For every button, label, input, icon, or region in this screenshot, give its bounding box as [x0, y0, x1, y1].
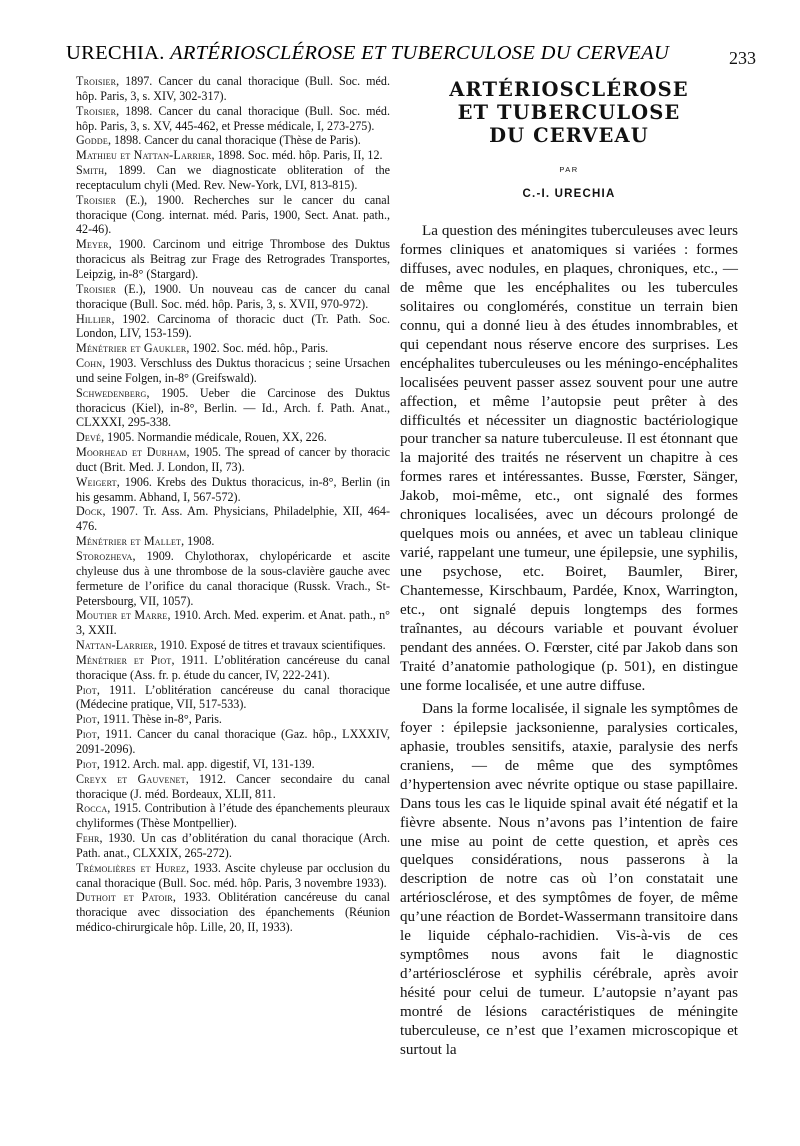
body-paragraph: La question des méningites tuberculeuses avec leurs formes cliniques et anatomiques si variées : formes diffuses, avec nodules, en plaques, chroniques, etc., — de même que les encéphalites ou les tubercules solitaires ou conglomérés, constitue un terrain bien connu, qui a donné lieu à des études innombrables, et qui cependant nous réserve encore des surprises. Les encéphalites tuberculeuses ou les méningo-encéphalites localisées peuvent passer assez souvent pour une autre affection, et même l’autopsie peut prêter à des difficultés et nécessiter un diagnostic bactériologique pour trancher sa nature tuberculeuse. Il est étonnant que la majorité des traités ne réservent un chapitre à ces formes rares et intéressantes. Busse, Fœrster, Sänger, Jakob, moi-même, etc., ont signalé des formes chroniques localisées, avec un décours prolongé de quelques mois ou années, et avec un tableau clinique varié, rappelant une tumeur, une épilepsie, une syphilis, une psychose, etc. Boiret, Baumler, Birer, Chantemesse, Kirschbaum, Pardée, Knox, Warrington, etc., ont signalé depuis longtemps des formes traînantes, au décours variable et pouvant évoluer pendant des années. O. Fœrster, cité par Jakob dans son Traité d’anatomie pathologique (p. 501), en distingue une forme localisée, et une autre diffuse. — [400, 223, 738, 694]
reference-text: , 1905. Normandie médicale, Rouen, XX, 226. — [101, 430, 327, 445]
running-header — [66, 42, 756, 72]
reference-author: Duthoit et Patoir — [76, 890, 173, 905]
reference-text: , 1910. Arch. Med. experim. et Anat. path., n° 3, XXII. — [76, 608, 390, 638]
reference-text: , 1905. Ueber die Carcinose des Duktus thoracicus (Kiel), in-8°, Berlin. — Id., Arch. f. Path. Anat., CLXXXI, 295-338. — [76, 385, 390, 430]
reference-author: Schwedenberg — [76, 385, 147, 400]
bibliography-column — [76, 74, 390, 935]
article-title — [400, 78, 738, 147]
reference-author: Fehr — [76, 831, 100, 846]
reference-entry — [76, 638, 390, 653]
reference-author: Nattan-Larrier — [76, 638, 154, 653]
reference-text: , 1908. — [181, 534, 215, 549]
reference-author: Troisier — [76, 281, 117, 296]
reference-entry — [76, 148, 390, 163]
reference-author: Storozheva — [76, 549, 133, 563]
reference-author: Meyer — [76, 237, 109, 252]
reference-text: , 1902. Carcinoma of thoracic duct (Tr. Path. Soc. London, LIV, 153-159). — [76, 311, 390, 341]
reference-author: Piot — [76, 682, 97, 697]
article-column — [400, 74, 738, 1060]
reference-text: , 1905. The spread of cancer by thoracic duct (Brit. Med. J. London, II, 73). — [76, 445, 390, 474]
reference-entry — [76, 534, 390, 549]
byline-par: PAR — [559, 165, 579, 174]
reference-text: , 1933. Oblitération cancéreuse du canal thoracique avec dissociation des épanchements (Réunion médico-chirurgicale hôp. Lille, 20, II, 1933). — [76, 890, 390, 935]
reference-entry — [76, 608, 390, 638]
reference-text: (E.), 1900. Un nouveau cas de cancer du canal thoracique (Bull. Soc. méd. hôp. Paris, 3, s. XVII, 970-972). — [76, 281, 390, 311]
reference-author: Ménétrier et Mallet — [76, 534, 182, 549]
body-paragraph: Dans la forme localisée, il signale les symptômes de foyer : épilepsie jacksonienne, paralysies corticales, aphasie, troubles sensitifs, ataxie, paralysie des nerfs craniens, — de même que des symptômes d’hypertension avec névrite optique ou stase papillaire. Dans tous les cas le liquide spinal avait été négatif et la fièvre absente. Nous n’avons pas l’intention de faire une mise au point de cette question, et après ces quelques considérations, nous passerons à la description de notre cas où l’on constatait une artériosclérose, et des symptômes de foyer, de même qu’une réaction de Bordet-Wassermann transitoire dans le liquide céphalo-rachidien. Vis-à-vis de ces symptômes nous avons fait le diagnostic d’artériosclérose et syphilis cérébrale, après avoir hésité pour celui de tumeur. L’autopsie n’ayant pas montré de lésions caractéristiques de méningite tuberculeuse, ce n’est que l’examen microscopique et surtout la — [400, 700, 738, 1058]
reference-entry — [76, 653, 390, 683]
reference-text: , 1906. Krebs des Duktus thoracicus, in-8°, Berlin (in his gesamm. Abhand, I, 567-572). — [76, 474, 390, 504]
reference-author: Ménétrier et Piot — [76, 652, 172, 667]
reference-text: , 1907. Tr. Ass. Am. Physicians, Philadelphie, XII, 464-476. — [76, 504, 390, 534]
reference-text: , 1909. Chylothorax, chylopéricarde et ascite chyleuse dus à une thrombose de la sous-clavière gauche avec fermeture de l’orifice du canal thoracique (Russk. Vrach., St-Petersbourg, VII, 1057). — [76, 549, 390, 608]
reference-author: Moutier et Marre — [76, 608, 168, 623]
reference-author: Devé — [76, 430, 102, 445]
reference-author: Hillier — [76, 311, 112, 326]
reference-author: Troisier — [76, 74, 117, 88]
article-title-line: ET TUBERCULOSE — [457, 101, 681, 124]
reference-entry — [76, 282, 390, 312]
reference-text: , 1911. L’oblitération cancéreuse du canal thoracique (Ass. fr. p. étude du cancer, IV, 222-241). — [76, 652, 390, 682]
reference-author: Trémolières et Hurez — [76, 860, 187, 875]
reference-text: , 1912. Cancer secondaire du canal thoracique (J. méd. Bordeaux, XLII, 811. — [76, 771, 390, 801]
reference-entry — [76, 341, 390, 356]
reference-author: Ménétrier et Gaukler — [76, 341, 187, 356]
reference-text: , 1900. Carcinom und eitrige Thrombose des Duktus thoracicus als Beitrag zur Frage des Retrogrades Transportes, Leipzig, in-8° (Stargard). — [76, 237, 390, 281]
reference-author: Troisier — [76, 192, 117, 207]
reference-text: (E.), 1900. Recherches sur le cancer du canal thoracique (Cong. internat. méd. Paris, 1900, Sect. Anat. path., 42-46). — [76, 192, 390, 237]
reference-entry — [76, 504, 390, 534]
reference-text: , 1898. Soc. méd. hôp. Paris, II, 12. — [211, 148, 383, 163]
reference-entry — [76, 74, 390, 104]
reference-author: Mathieu et Nattan-Larrier — [76, 148, 212, 163]
reference-author: Rocca — [76, 801, 108, 816]
reference-entry — [76, 193, 390, 238]
reference-text: , 1897. Cancer du canal thoracique (Bull. Soc. méd. hôp. Paris, 3, s. XIV, 302-317). — [76, 74, 390, 103]
reference-entry — [76, 430, 390, 445]
reference-entry — [76, 475, 390, 505]
reference-author: Godde — [76, 133, 108, 148]
reference-entry — [76, 861, 390, 891]
reference-entry — [76, 386, 390, 431]
reference-entry — [76, 831, 390, 861]
header-author: URECHIA. — [66, 42, 165, 64]
article-title-line: ARTÉRIOSCLÉROSE — [449, 78, 689, 101]
reference-author: Troisier — [76, 103, 117, 118]
reference-entry — [76, 445, 390, 475]
reference-author: Moorhead et Durham — [76, 445, 187, 460]
reference-text: , 1930. Un cas d’oblitération du canal thoracique (Arch. Path. anat., CLXXIX, 265-272). — [76, 831, 390, 860]
article-title-line: DU CERVEAU — [489, 124, 649, 147]
running-title — [66, 42, 669, 65]
reference-entry — [76, 312, 390, 342]
article-author: C.-I. URECHIA — [522, 188, 616, 200]
reference-author: Smith — [76, 163, 105, 178]
reference-entry — [76, 772, 390, 802]
reference-entry — [76, 683, 390, 713]
reference-author: Piot — [76, 727, 97, 742]
reference-author: Piot — [76, 756, 97, 771]
reference-text: , 1899. Can we diagnosticate obliteration of the receptaculum chyli (Med. Rev. New-York, LVI, 813-815). — [76, 163, 390, 192]
reference-entry — [76, 237, 390, 282]
reference-entry — [76, 356, 390, 386]
reference-text: , 1915. Contribution à l’étude des épanchements pleuraux chyliformes (Thèse Montpellier). — [76, 801, 390, 831]
reference-text: , 1912. Arch. mal. app. digestif, VI, 131-139. — [96, 756, 315, 771]
header-subject: ARTÉRIOSCLÉROSE ET TUBERCULOSE DU CERVEAU — [170, 42, 670, 64]
reference-entry — [76, 727, 390, 757]
reference-text: , 1911. Cancer du canal thoracique (Gaz. hôp., LXXXIV, 2091-2096). — [76, 727, 390, 756]
reference-text: , 1898. Cancer du canal thoracique (Bull. Soc. méd. hôp. Paris, 3, s. XV, 445-462, et Presse médicale, I, 273-275). — [76, 103, 390, 133]
page-number: 233 — [729, 48, 756, 68]
reference-text: , 1903. Verschluss des Duktus thoracicus ; seine Ursachen und seine Folgen, in-8° (Greifswald). — [76, 356, 390, 385]
reference-entry — [76, 712, 390, 727]
reference-entry — [76, 801, 390, 831]
reference-author: Weigert — [76, 474, 117, 489]
reference-entry — [76, 890, 390, 935]
reference-entry — [76, 104, 390, 134]
reference-entry — [76, 757, 390, 772]
reference-author: Cohn — [76, 356, 103, 371]
article-body — [400, 222, 738, 1060]
reference-text: , 1902. Soc. méd. hôp., Paris. — [186, 341, 329, 356]
reference-entry — [76, 549, 390, 608]
reference-text: , 1911. L’oblitération cancéreuse du canal thoracique (Médecine pratique, VII, 517-533). — [76, 682, 390, 712]
reference-text: , 1898. Cancer du canal thoracique (Thèse de Paris). — [107, 133, 361, 148]
reference-text: , 1910. Exposé de titres et travaux scientifiques. — [153, 638, 386, 653]
reference-author: Creyx et Gauvenet — [76, 771, 186, 786]
reference-entry — [76, 133, 390, 148]
reference-text: , 1911. Thèse in-8°, Paris. — [96, 712, 222, 727]
reference-author: Dock — [76, 504, 103, 519]
reference-entry — [76, 163, 390, 193]
reference-author: Piot — [76, 712, 97, 727]
reference-text: , 1933. Ascite chyleuse par occlusion du canal thoracique (Bull. Soc. méd. hôp. Paris, 3 novembre 1933). — [76, 860, 390, 890]
